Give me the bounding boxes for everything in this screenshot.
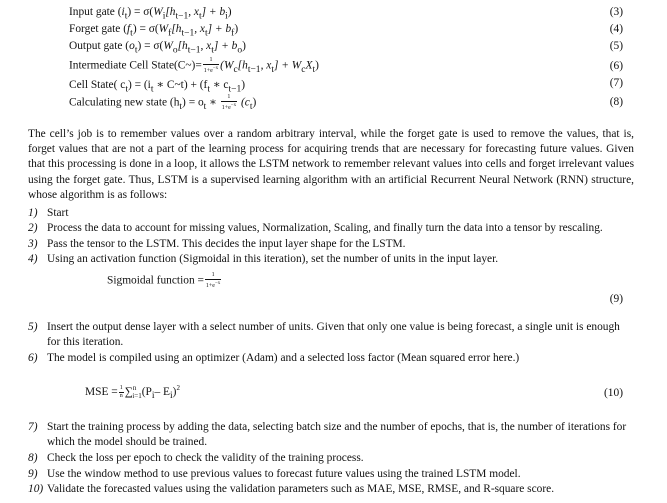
equation-number-4: (4): [609, 23, 623, 35]
equation-new-state: Calculating new state $(h_t) = o_t$ ∗ $\frac{1}{1+e^{-x}}$ $(c_t)$: [69, 94, 257, 112]
fraction: $\frac{1}{1+e^{-x}}$: [221, 94, 237, 111]
equation-input-gate: Input gate $(i_t) = \sigma(W_i[h_{t-1}$, $x_t] + b_i$): [69, 6, 232, 22]
equation-number-3: (3): [609, 6, 623, 18]
equation-sigmoidal: Sigmoidal function = $\frac{1}{1+e^{-x}}$: [107, 272, 221, 289]
equation-number-8: (8): [609, 96, 623, 108]
equation-forget-gate: Forget gate $(f_t) = \sigma(W_f[h_{t-1}$, $x_t] + b_f$): [69, 23, 239, 39]
fraction: $\frac{1}{1+e^{-x}}$: [203, 57, 219, 74]
fraction: $\frac{1}{n}$: [119, 384, 123, 399]
fraction: $\frac{1}{1+e^{-x}}$: [205, 272, 221, 289]
equation-mse: MSE = $\frac{1}{n}$ $\sum^n_{i=1}(P_i-$ $E_i)^2$: [85, 384, 180, 402]
equation-number-5: (5): [609, 40, 623, 52]
equation-number-9: (9): [609, 293, 623, 305]
equation-output-gate: Output gate $(o_t) = \sigma(W_o[h_{t-1}$, $x_t] + b_o$): [69, 40, 246, 56]
equation-cell-state: Cell State( $c_t) = (i_t$ ∗ C~t) + ($f_t$ ∗ $c_{t-1}$): [69, 79, 246, 95]
equation-intermediate-cell-state: Intermediate Cell State(C~)= $\frac{1}{1+e^{-x}}$ ($W_c[h_{t-1}$, $x_t] + W_cX_t$): [69, 57, 319, 75]
equation-number-6: (6): [609, 60, 623, 72]
list-item: 5) Insert the output dense layer with a select number of units. Given that only one value is being forecast, a single unit is enough for this iteration.: [28, 321, 620, 349]
equation-number-7: (7): [609, 77, 623, 89]
equation-number-10: (10): [604, 387, 623, 399]
list-item: 7) Start the training process by adding the data, selecting batch size and the number of epochs, that is, the number of iterations for which the model should be trained.: [28, 421, 627, 449]
body-paragraph: The cell’s job is to remember values over a random arbitrary interval, while the forget gate is used to remove the values, that is, forget values that are not a part of the learning process for acquiring trends that are necessary for forecasting future values. Given that this processing is done in a loop, it allows the LSTM network to remember relevant values into cells and forget irrelevant values using the forget gate. Thus, LSTM is a supervised learning algorithm with an artificial Recurrent Neural Network (RNN) structure, whose algorithm is as follows:: [28, 128, 634, 201]
